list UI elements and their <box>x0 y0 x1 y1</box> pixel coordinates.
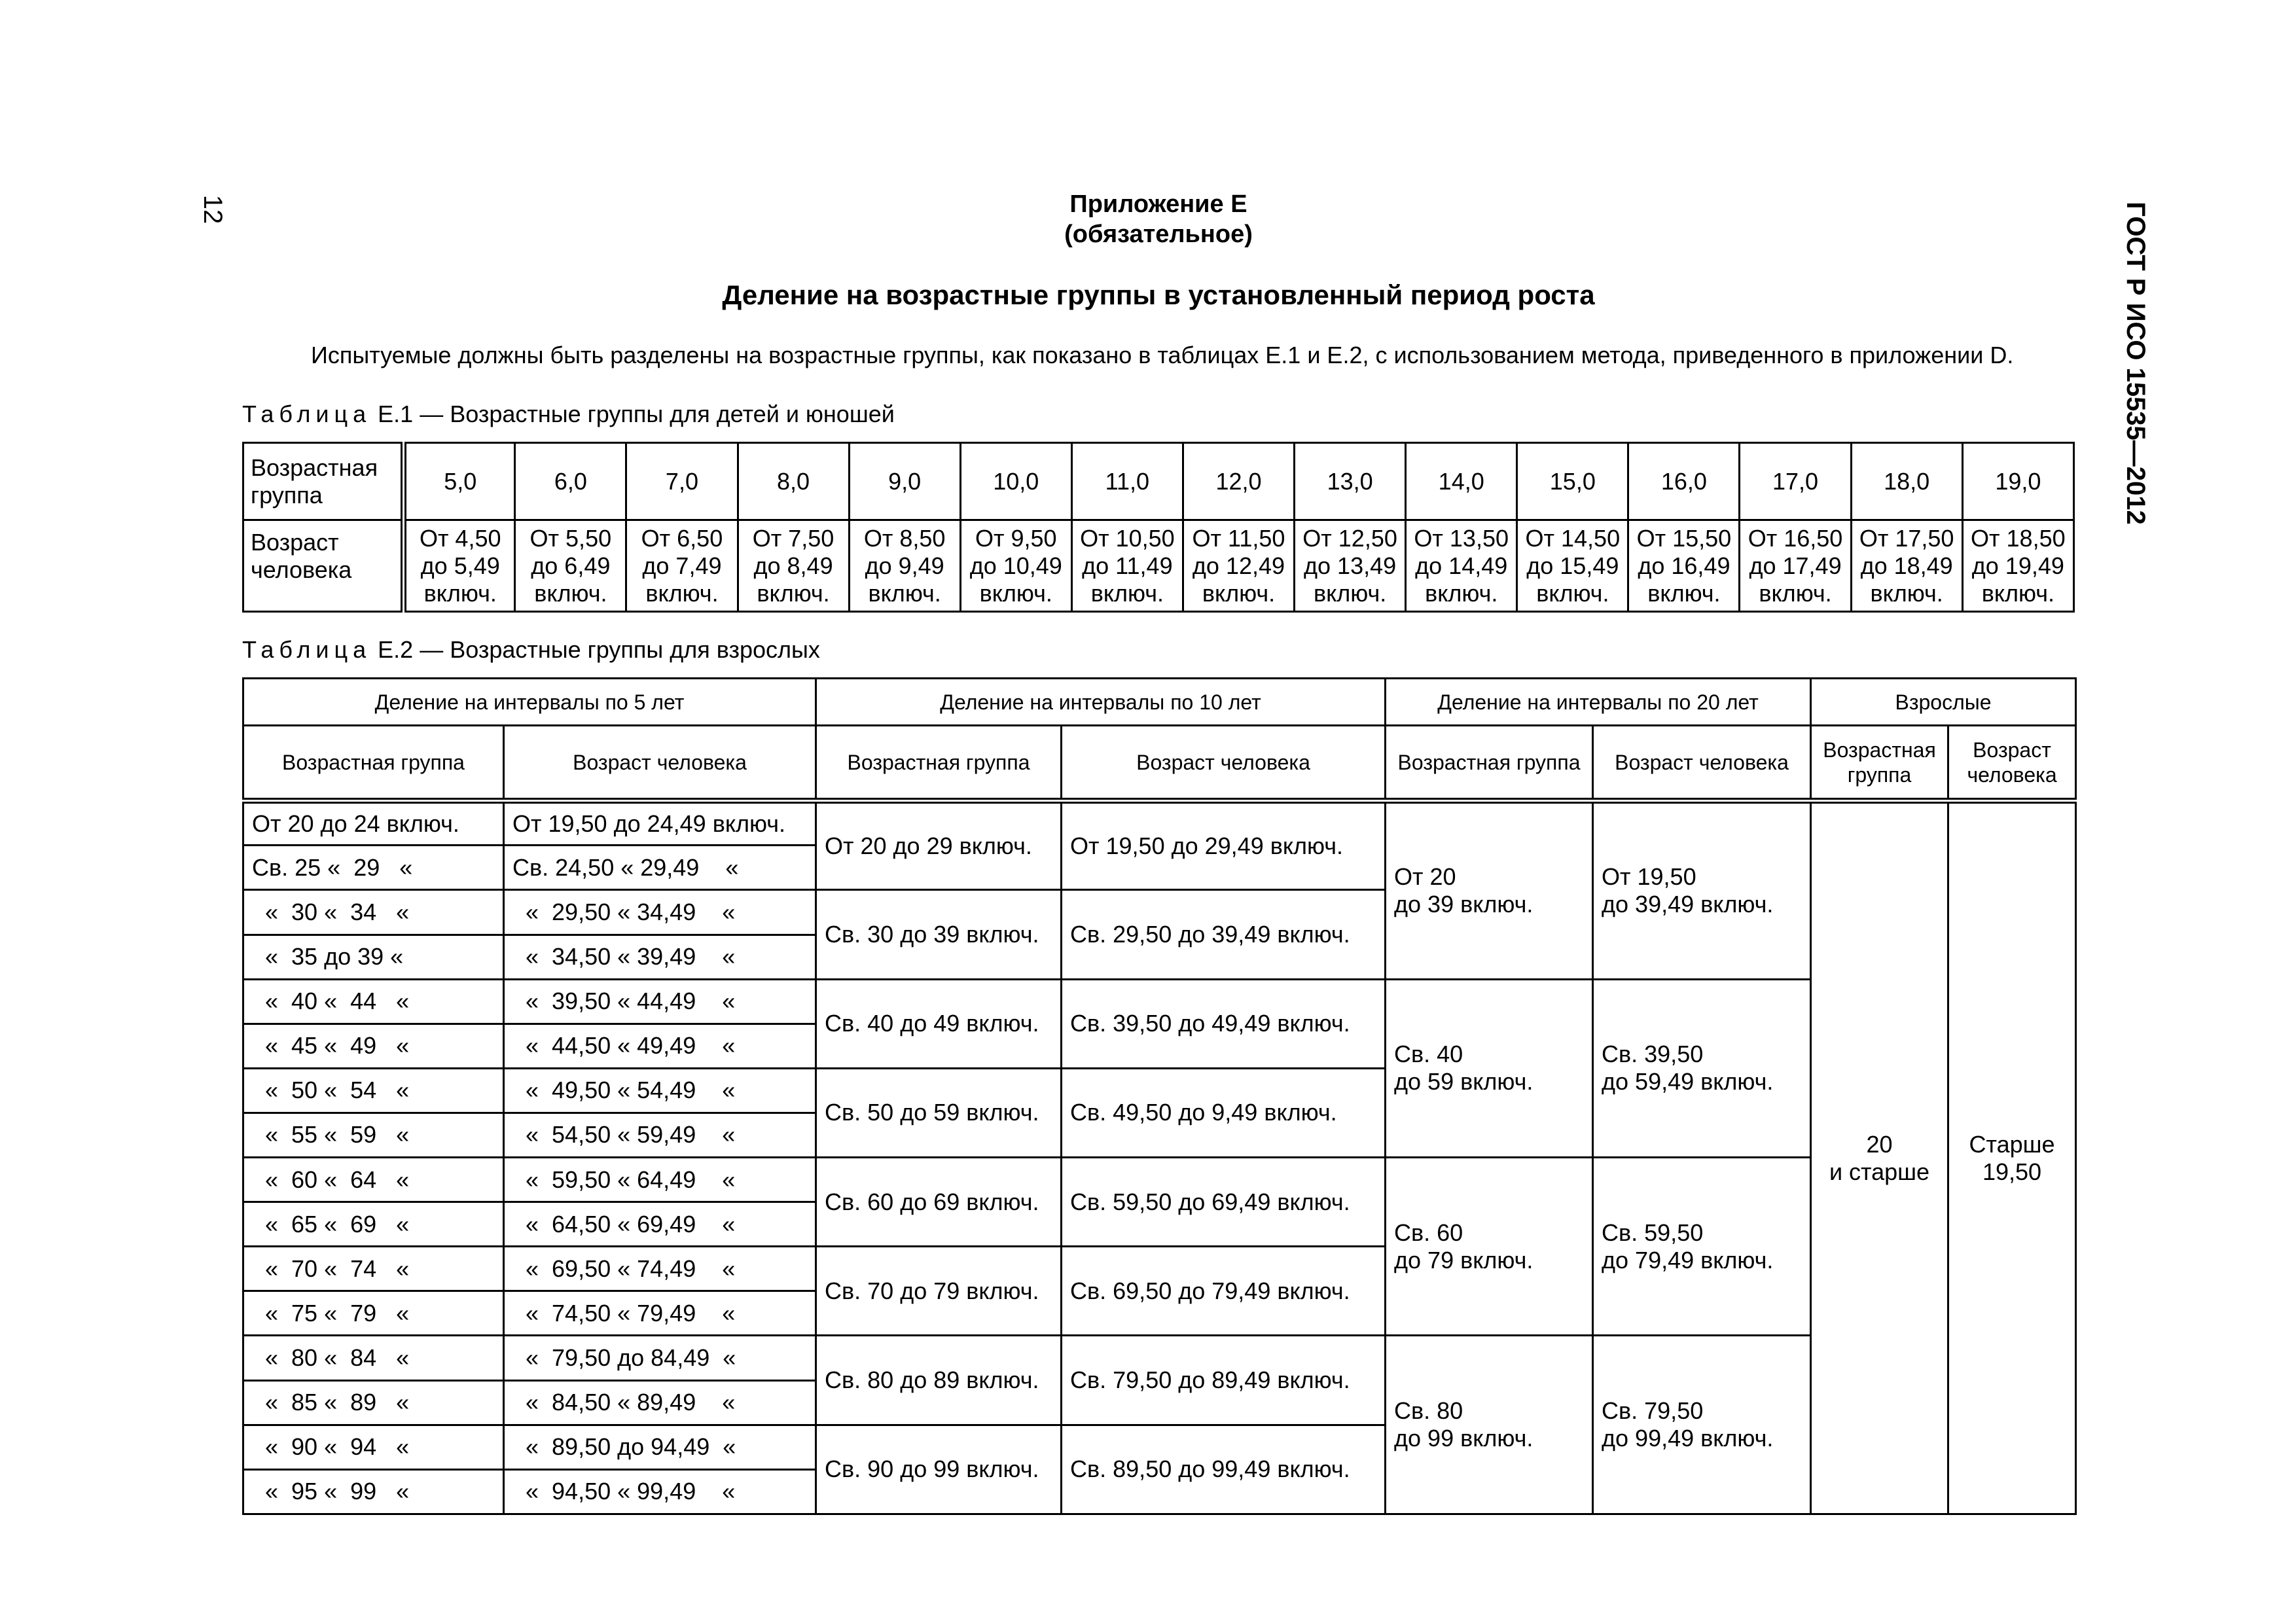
twenty-year-age-cell <box>1593 1336 1811 1514</box>
cell-line: От 12,50 <box>1302 524 1397 552</box>
col-header-adult-group <box>1811 726 1948 801</box>
twenty-year-group-cell <box>1386 979 1593 1157</box>
person-age-cell <box>1962 520 2073 612</box>
age-group-cell: 7,0 <box>626 443 738 520</box>
cell-line: От 19,50 <box>1602 863 1696 891</box>
five-year-age-cell: « 94,50 « 99,49 « <box>504 1469 816 1514</box>
age-group-cell: 19,0 <box>1962 443 2073 520</box>
ten-year-group-cell: От 20 до 29 включ. <box>816 801 1062 890</box>
five-year-group-cell: « 60 « 64 « <box>243 1158 504 1202</box>
cell-line: до 15,49 <box>1526 552 1619 579</box>
five-year-age-cell: Св. 24,50 « 29,49 « <box>504 846 816 890</box>
five-year-age-cell: « 79,50 до 84,49 « <box>504 1336 816 1380</box>
col-header-age: Возраст человека <box>1593 726 1811 801</box>
five-year-age-cell: « 89,50 до 94,49 « <box>504 1425 816 1469</box>
header-5-year: Деление на интервалы по 5 лет <box>243 679 816 726</box>
table-row <box>243 1336 2076 1380</box>
five-year-group-cell: « 70 « 74 « <box>243 1247 504 1291</box>
header-line: человека <box>251 556 352 583</box>
five-year-age-cell: « 39,50 « 44,49 « <box>504 979 816 1024</box>
cell-line: включ. <box>1536 579 1609 607</box>
five-year-group-cell: « 75 « 79 « <box>243 1291 504 1336</box>
ten-year-age-cell: Св. 29,50 до 39,49 включ. <box>1062 890 1386 979</box>
five-year-group-cell: « 35 до 39 « <box>243 935 504 979</box>
cell-line: включ. <box>1090 579 1164 607</box>
ten-year-group-cell: Св. 80 до 89 включ. <box>816 1336 1062 1425</box>
header-adults: Взрослые <box>1811 679 2076 726</box>
cell-line: От 20 <box>1394 863 1456 891</box>
ten-year-age-cell: Св. 59,50 до 69,49 включ. <box>1062 1158 1386 1247</box>
table-e1 <box>242 442 2075 613</box>
cell-line: до 39,49 включ. <box>1602 891 1774 918</box>
cell-line: Св. 39,50 <box>1602 1041 1704 1068</box>
age-group-cell: 10,0 <box>960 443 1071 520</box>
cell-line: включ. <box>757 579 830 607</box>
five-year-group-cell: « 90 « 94 « <box>243 1425 504 1469</box>
five-year-age-cell: « 74,50 « 79,49 « <box>504 1291 816 1336</box>
five-year-age-cell: « 69,50 « 74,49 « <box>504 1247 816 1291</box>
five-year-age-cell: От 19,50 до 24,49 включ. <box>504 801 816 846</box>
cell-line: От 17,50 <box>1859 524 1954 552</box>
cell-line: до 59,49 включ. <box>1602 1068 1774 1096</box>
age-group-cell: 5,0 <box>404 443 515 520</box>
twenty-year-group-cell <box>1386 1158 1593 1336</box>
age-group-cell: 13,0 <box>1295 443 1406 520</box>
cell-line: включ. <box>1759 579 1832 607</box>
age-group-cell: 15,0 <box>1517 443 1628 520</box>
cell-line: От 4,50 <box>419 524 501 552</box>
twenty-year-group-cell <box>1386 1336 1593 1514</box>
person-age-cell <box>1295 520 1406 612</box>
ten-year-age-cell: Св. 69,50 до 79,49 включ. <box>1062 1247 1386 1336</box>
five-year-age-cell: « 84,50 « 89,49 « <box>504 1380 816 1425</box>
cell-line: до 99,49 включ. <box>1602 1425 1774 1452</box>
cell-line: Св. 40 <box>1394 1041 1463 1068</box>
table-e1-caption <box>242 401 895 428</box>
cell-line: до 13,49 <box>1304 552 1397 579</box>
cell-line: От 11,50 <box>1192 524 1285 552</box>
header-20-year: Деление на интервалы по 20 лет <box>1386 679 1811 726</box>
cell-line: Св. 59,50 <box>1602 1219 1704 1246</box>
cell-line: до 9,49 <box>865 552 944 579</box>
person-age-cell <box>960 520 1071 612</box>
header-line: Возрастная <box>1823 738 1936 762</box>
cell-line: включ. <box>1202 579 1276 607</box>
five-year-group-cell: « 80 « 84 « <box>243 1336 504 1380</box>
five-year-age-cell: « 44,50 « 49,49 « <box>504 1024 816 1068</box>
cell-line: до 39 включ. <box>1394 891 1534 918</box>
cell-line: Св. 79,50 <box>1602 1397 1704 1425</box>
cell-line: От 16,50 <box>1748 524 1843 552</box>
five-year-age-cell: « 34,50 « 39,49 « <box>504 935 816 979</box>
ten-year-age-cell: Св. 79,50 до 89,49 включ. <box>1062 1336 1386 1425</box>
cell-line: включ. <box>1425 579 1498 607</box>
header-line: группа <box>251 481 323 508</box>
age-group-cell: 6,0 <box>515 443 626 520</box>
cell-line: до 12,49 <box>1192 552 1285 579</box>
five-year-group-cell: « 50 « 54 « <box>243 1068 504 1113</box>
header-line: Возраст <box>251 529 339 556</box>
cell-line: и старше <box>1829 1158 1930 1186</box>
cell-line: Старше <box>1969 1131 2055 1158</box>
person-age-cell <box>1740 520 1851 612</box>
five-year-group-cell: « 55 « 59 « <box>243 1113 504 1157</box>
col-header-adult-age <box>1948 726 2076 801</box>
person-age-cell <box>1406 520 1517 612</box>
ten-year-group-cell: Св. 50 до 59 включ. <box>816 1068 1062 1157</box>
ten-year-group-cell: Св. 30 до 39 включ. <box>816 890 1062 979</box>
table-row-age-group <box>243 443 2074 520</box>
cell-line: до 19,49 <box>1971 552 2064 579</box>
adult-age-cell <box>1948 801 2076 1514</box>
cell-line: включ. <box>1647 579 1721 607</box>
cell-line: включ. <box>1870 579 1943 607</box>
row-header-person-age <box>243 520 404 612</box>
document-code: ГОСТ Р ИСО 15535—2012 <box>2121 202 2150 525</box>
person-age-cell <box>849 520 960 612</box>
age-group-cell: 14,0 <box>1406 443 1517 520</box>
cell-line: От 6,50 <box>641 524 723 552</box>
cell-line: 19,50 <box>1982 1158 2042 1186</box>
cell-line: включ. <box>1313 579 1387 607</box>
cell-line: Св. 80 <box>1394 1397 1463 1425</box>
ten-year-group-cell: Св. 40 до 49 включ. <box>816 979 1062 1068</box>
table-e2 <box>242 677 2077 1515</box>
col-header-age: Возраст человека <box>504 726 816 801</box>
header-line: Возрастная <box>251 454 378 481</box>
header-line: группа <box>1847 762 1912 787</box>
age-group-cell: 11,0 <box>1071 443 1183 520</box>
cell-line: до 8,49 <box>753 552 833 579</box>
age-group-cell: 16,0 <box>1628 443 1740 520</box>
cell-line: до 99 включ. <box>1394 1425 1534 1452</box>
five-year-age-cell: « 29,50 « 34,49 « <box>504 890 816 935</box>
table-row-person-age <box>243 520 2074 612</box>
table-row <box>243 979 2076 1024</box>
table-header-columns <box>243 726 2076 801</box>
header-10-year: Деление на интервалы по 10 лет <box>816 679 1386 726</box>
cell-line: до 18,49 <box>1860 552 1953 579</box>
cell-line: до 14,49 <box>1415 552 1508 579</box>
five-year-group-cell: От 20 до 24 включ. <box>243 801 504 846</box>
person-age-cell <box>1517 520 1628 612</box>
cell-line: до 11,49 <box>1082 552 1173 579</box>
cell-line: до 79,49 включ. <box>1602 1246 1774 1274</box>
appendix-title: Приложение Е <box>1069 190 1247 218</box>
table-row <box>243 801 2076 846</box>
person-age-cell <box>1851 520 1962 612</box>
header-line: человека <box>1967 762 2057 787</box>
caption-text: Е.2 — Возрастные группы для взрослых <box>371 636 820 663</box>
age-group-cell: 8,0 <box>738 443 849 520</box>
cell-line: до 6,49 <box>531 552 611 579</box>
age-group-cell: 12,0 <box>1183 443 1294 520</box>
twenty-year-group-cell <box>1386 801 1593 979</box>
five-year-group-cell: « 95 « 99 « <box>243 1469 504 1514</box>
col-header-group: Возрастная группа <box>1386 726 1593 801</box>
cell-line: включ. <box>1981 579 2054 607</box>
five-year-group-cell: « 85 « 89 « <box>243 1380 504 1425</box>
header-line: Возраст <box>1973 738 2051 762</box>
twenty-year-age-cell <box>1593 801 1811 979</box>
cell-line: включ. <box>868 579 941 607</box>
caption-label: Таблица <box>242 401 372 427</box>
twenty-year-age-cell <box>1593 979 1811 1157</box>
cell-line: От 5,50 <box>529 524 612 552</box>
cell-line: включ. <box>645 579 719 607</box>
cell-line: включ. <box>979 579 1052 607</box>
cell-line: От 10,50 <box>1080 524 1175 552</box>
cell-line: включ. <box>423 579 497 607</box>
cell-line: до 79 включ. <box>1394 1246 1534 1274</box>
cell-line: От 13,50 <box>1414 524 1509 552</box>
cell-line: От 14,50 <box>1525 524 1621 552</box>
cell-line: Св. 60 <box>1394 1219 1463 1246</box>
cell-line: до 7,49 <box>642 552 722 579</box>
five-year-group-cell: « 40 « 44 « <box>243 979 504 1024</box>
table-row <box>243 1158 2076 1202</box>
cell-line: до 17,49 <box>1749 552 1842 579</box>
cell-line: От 15,50 <box>1636 524 1732 552</box>
table-header-groups <box>243 679 2076 726</box>
col-header-group: Возрастная группа <box>816 726 1062 801</box>
five-year-age-cell: « 54,50 « 59,49 « <box>504 1113 816 1157</box>
person-age-cell <box>1071 520 1183 612</box>
ten-year-age-cell: От 19,50 до 29,49 включ. <box>1062 801 1386 890</box>
five-year-age-cell: « 59,50 « 64,49 « <box>504 1158 816 1202</box>
age-group-cell: 9,0 <box>849 443 960 520</box>
age-group-cell: 17,0 <box>1740 443 1851 520</box>
twenty-year-age-cell <box>1593 1158 1811 1336</box>
person-age-cell <box>515 520 626 612</box>
cell-line: до 16,49 <box>1638 552 1731 579</box>
person-age-cell <box>1183 520 1294 612</box>
ten-year-age-cell: Св. 89,50 до 99,49 включ. <box>1062 1425 1386 1514</box>
cell-line: до 59 включ. <box>1394 1068 1534 1096</box>
cell-line: От 8,50 <box>863 524 946 552</box>
five-year-age-cell: « 49,50 « 54,49 « <box>504 1068 816 1113</box>
ten-year-group-cell: Св. 70 до 79 включ. <box>816 1247 1062 1336</box>
cell-line: От 7,50 <box>752 524 834 552</box>
cell-line: 20 <box>1866 1131 1893 1158</box>
adult-group-cell <box>1811 801 1948 1514</box>
person-age-cell <box>738 520 849 612</box>
ten-year-group-cell: Св. 90 до 99 включ. <box>816 1425 1062 1514</box>
row-header-age-group <box>243 443 404 520</box>
five-year-age-cell: « 64,50 « 69,49 « <box>504 1202 816 1247</box>
person-age-cell <box>404 520 515 612</box>
cell-line: до 10,49 <box>969 552 1062 579</box>
caption-text: Е.1 — Возрастные группы для детей и юношей <box>371 401 895 427</box>
col-header-group: Возрастная группа <box>243 726 504 801</box>
col-header-age: Возраст человека <box>1062 726 1386 801</box>
page-number: 12 <box>198 194 227 224</box>
ten-year-group-cell: Св. 60 до 69 включ. <box>816 1158 1062 1247</box>
intro-paragraph: Испытуемые должны быть разделены на возрастные группы, как показано в таблицах Е.1 и Е.2, с использованием метода, приведенного в приложении D. <box>311 342 2014 368</box>
person-age-cell <box>626 520 738 612</box>
cell-line: до 5,49 <box>420 552 500 579</box>
cell-line: От 18,50 <box>1971 524 2066 552</box>
five-year-group-cell: Св. 25 « 29 « <box>243 846 504 890</box>
person-age-cell <box>1628 520 1740 612</box>
appendix-subtitle: (обязательное) <box>1064 221 1253 248</box>
caption-label: Таблица <box>242 636 372 663</box>
section-title: Деление на возрастные группы в установленный период роста <box>722 279 1595 310</box>
five-year-group-cell: « 45 « 49 « <box>243 1024 504 1068</box>
age-group-cell: 18,0 <box>1851 443 1962 520</box>
five-year-group-cell: « 65 « 69 « <box>243 1202 504 1247</box>
cell-line: включ. <box>534 579 607 607</box>
five-year-group-cell: « 30 « 34 « <box>243 890 504 935</box>
ten-year-age-cell: Св. 39,50 до 49,49 включ. <box>1062 979 1386 1068</box>
cell-line: От 9,50 <box>975 524 1057 552</box>
ten-year-age-cell: Св. 49,50 до 9,49 включ. <box>1062 1068 1386 1157</box>
table-e2-caption <box>242 636 820 664</box>
